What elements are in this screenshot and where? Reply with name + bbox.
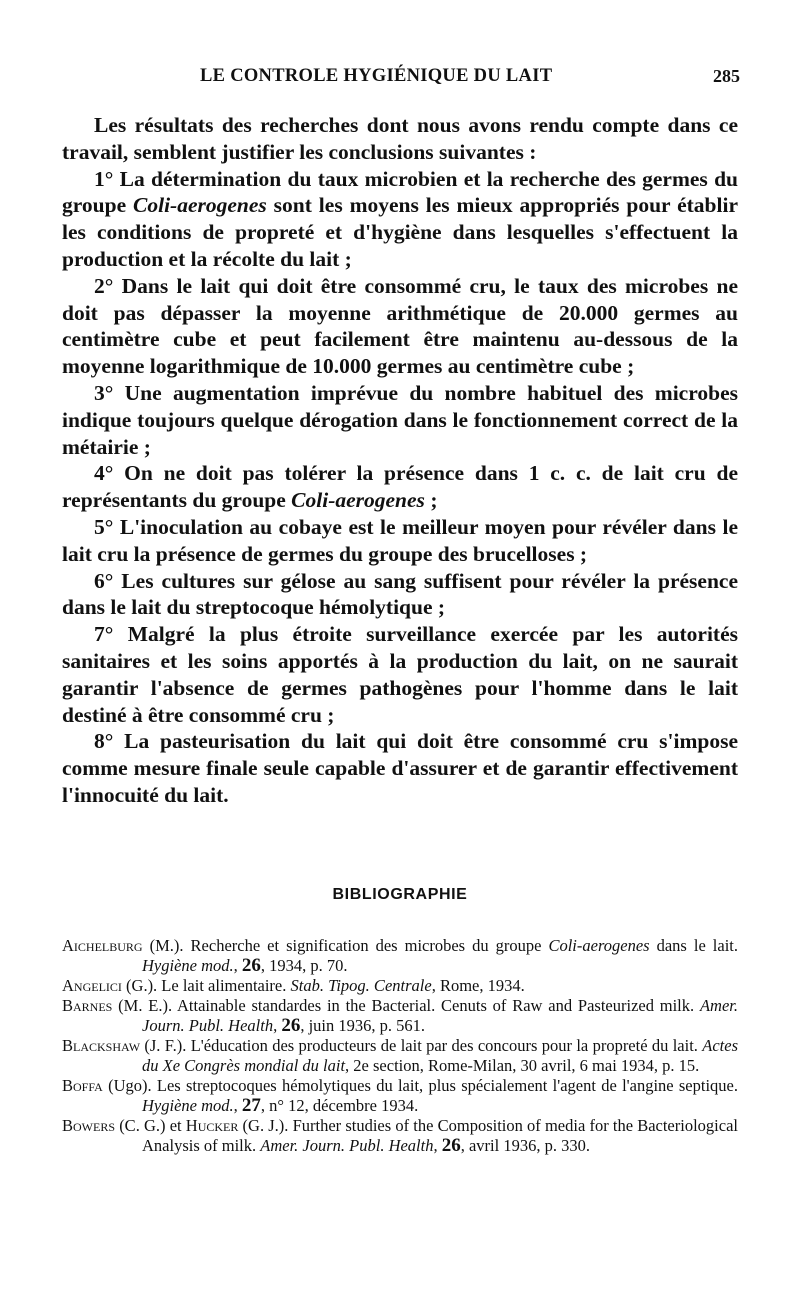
reference-text: , bbox=[273, 1016, 282, 1035]
conclusion-3: 3° Une augmentation imprévue du nombre habituel des microbes indique toujours quelque dérogation dans le fonctionnement correct de la métairie ; bbox=[62, 380, 738, 459]
conclusion-1-text: 1° La détermination du taux microbien et la recherche des germes du groupe bbox=[62, 166, 738, 218]
reference-text: (G.). Le lait alimentaire. bbox=[121, 976, 291, 995]
conclusion-4-italic: Coli-aerogenes bbox=[291, 488, 425, 513]
reference-journal: Actes du Xe Congrès mondial du lait bbox=[142, 1036, 738, 1075]
conclusion-8: 8° La pasteurisation du lait qui doit être consommé cru s'impose comme mesure finale seule capable d'assurer et de garantir effectivement l'innocuité du lait. bbox=[62, 729, 738, 807]
conclusions-text bbox=[62, 112, 738, 809]
running-header bbox=[60, 66, 740, 92]
reference-journal: Stab. Tipog. Centrale bbox=[290, 976, 432, 995]
page-number: 285 bbox=[713, 66, 740, 86]
conclusion-1 bbox=[62, 166, 738, 273]
reference-text: , juin 1936, p. 561. bbox=[300, 1016, 425, 1035]
reference-journal: Amer. Journ. Publ. Health bbox=[260, 1136, 434, 1155]
conclusion-2: 2° Dans le lait qui doit être consommé cru, le taux des microbes ne doit pas dépasser la moyenne arithmétique de 20.000 germes au centimètre cube et peut facilement être maintenu au-dessous de la moyenne logarithmique de 10.000 germes au centimètre cube ; bbox=[62, 273, 738, 379]
reference-text: , avril 1936, p. 330. bbox=[460, 1136, 590, 1155]
reference-text: , bbox=[433, 1136, 442, 1155]
reference-text: (Ugo). Les streptocoques hémolytiques du lait, plus spécialement l'agent de l'angine septique. bbox=[102, 1076, 738, 1095]
bibliography-heading: BIBLIOGRAPHIE bbox=[332, 886, 468, 903]
reference-entry bbox=[62, 1036, 738, 1076]
bibliography-list bbox=[62, 936, 738, 1156]
reference-text: , n° 12, décembre 1934. bbox=[260, 1096, 419, 1115]
conclusion-5: 5° L'inoculation au cobaye est le meilleur moyen pour révéler dans le lait cru la présence de germes du groupe des brucelloses ; bbox=[62, 514, 738, 566]
reference-text: (G. J.). Further studies of the Composition of media for the Bacteriological Analysis of milk. bbox=[142, 1116, 738, 1155]
reference-entry bbox=[62, 1116, 738, 1156]
reference-text: (M. E.). Attainable standardes in the Bacterial. Cenuts of Raw and Pasteurized milk. bbox=[112, 996, 700, 1015]
reference-author: Angelici bbox=[62, 976, 122, 995]
reference-volume: 26 bbox=[241, 955, 261, 976]
reference-volume: 26 bbox=[281, 1015, 301, 1036]
reference-entry bbox=[62, 936, 738, 976]
conclusion-4-text: 4° On ne doit pas tolérer la présence dans 1 c. c. de lait cru de représentants du groupe bbox=[62, 461, 738, 513]
reference-text: (C. G.) et bbox=[115, 1116, 186, 1135]
conclusion-1-text-end: sont les moyens les mieux appropriés pour établir les conditions de propreté et d'hygiène dans lesquelles s'effectuent la production et la récolte du lait ; bbox=[62, 193, 738, 271]
reference-author: Aichelburg bbox=[62, 936, 143, 955]
reference-text: (J. F.). L'éducation des producteurs de lait par des concours pour la propreté du lait. bbox=[140, 1036, 703, 1055]
reference-author: Boffa bbox=[62, 1076, 103, 1095]
reference-author: Barnes bbox=[62, 996, 113, 1015]
reference-text: , 1934, p. 70. bbox=[260, 956, 348, 975]
reference-italic: Coli-aerogenes bbox=[548, 936, 650, 955]
reference-text: dans le lait. bbox=[649, 936, 738, 955]
reference-entry bbox=[62, 1076, 738, 1116]
conclusion-4-text-end: ; bbox=[424, 488, 438, 513]
conclusion-4 bbox=[62, 460, 738, 514]
conclusion-1-italic: Coli-aerogenes bbox=[133, 193, 267, 218]
reference-journal: Amer. Journ. Publ. Health bbox=[142, 996, 738, 1035]
reference-entry bbox=[62, 996, 738, 1036]
reference-text: , bbox=[233, 956, 242, 975]
reference-text: , Rome, 1934. bbox=[431, 976, 525, 995]
reference-text: (M.). Recherche et signification des microbes du groupe bbox=[142, 936, 549, 955]
conclusion-7: 7° Malgré la plus étroite surveillance exercée par les autorités sanitaires et les soins apportés à la production du lait, on ne saurait garantir l'absence de germes pathogènes pour l'homme dans le lait destiné à être consommé cru ; bbox=[62, 622, 738, 727]
reference-author: Blackshaw bbox=[62, 1036, 141, 1055]
reference-text: , bbox=[233, 1096, 242, 1115]
reference-journal: Hygiène mod. bbox=[142, 1096, 234, 1115]
reference-author: Hucker bbox=[185, 1116, 239, 1135]
reference-journal: Hygiène mod. bbox=[142, 956, 234, 975]
intro-paragraph: Les résultats des recherches dont nous avons rendu compte dans ce travail, semblent justifier les conclusions suivantes : bbox=[62, 113, 738, 164]
running-title: LE CONTROLE HYGIÉNIQUE DU LAIT bbox=[200, 66, 553, 86]
reference-entry bbox=[62, 976, 738, 996]
reference-volume: 26 bbox=[441, 1135, 461, 1156]
reference-author: Bowers bbox=[62, 1116, 116, 1135]
conclusion-6: 6° Les cultures sur gélose au sang suffisent pour révéler la présence dans le lait du streptocoque hémolytique ; bbox=[62, 568, 738, 620]
reference-volume: 27 bbox=[241, 1095, 261, 1116]
reference-text: , 2e section, Rome-Milan, 30 avril, 6 mai 1934, p. 15. bbox=[345, 1056, 700, 1075]
